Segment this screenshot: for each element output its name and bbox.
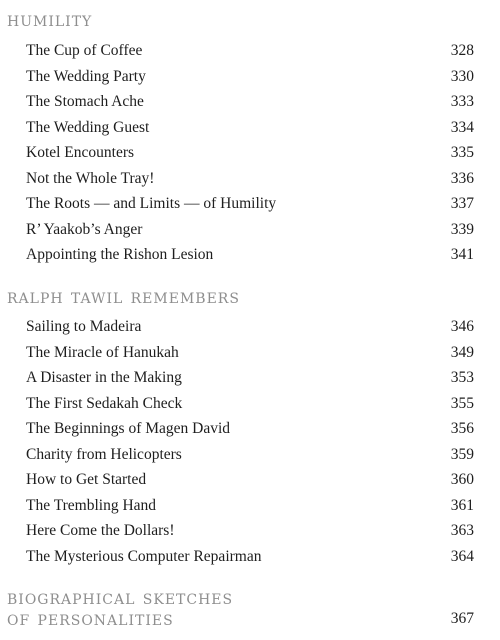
- toc-entry[interactable]: [26, 115, 474, 141]
- entry-page-number: 328: [450, 42, 474, 59]
- entry-title: The Cup of Coffee: [26, 42, 143, 59]
- toc-entry[interactable]: [26, 242, 474, 268]
- toc-entry[interactable]: [26, 416, 474, 442]
- entry-page-number: 346: [450, 318, 474, 335]
- entry-page-number: 334: [450, 118, 474, 136]
- entry-page-number: 333: [450, 93, 474, 110]
- entry-page-number: 330: [450, 67, 474, 85]
- entry-title: Charity from Helicopters: [26, 445, 182, 463]
- entry-title: R’ Yaakob’s Anger: [26, 220, 143, 238]
- entry-page-number: 364: [450, 547, 474, 565]
- entry-page-number: 356: [450, 420, 474, 437]
- entry-title: The First Sedakah Check: [26, 394, 183, 412]
- entry-page-number: 353: [450, 369, 474, 386]
- entry-title: Kotel Encounters: [26, 144, 135, 161]
- entry-title: The Stomach Ache: [26, 93, 144, 110]
- entry-title: The Roots — and Limits — of Humility: [26, 195, 277, 212]
- toc-entry[interactable]: [26, 64, 474, 90]
- toc-entry[interactable]: [26, 89, 474, 115]
- entry-page-number: 349: [450, 343, 474, 361]
- entry-title: The Beginnings of Magen David: [26, 420, 231, 437]
- toc-entry[interactable]: [26, 38, 474, 64]
- section-heading-ralph-tawil-remembers: ralph tawil remembers: [7, 284, 240, 308]
- toc-entry[interactable]: [26, 493, 474, 519]
- entry-title: Appointing the Rishon Lesion: [26, 246, 214, 263]
- entry-title: How to Get Started: [26, 471, 147, 488]
- entry-page-number: 341: [450, 246, 474, 263]
- section-entries-ralph-tawil-remembers: [26, 314, 474, 569]
- section-heading-biographical-sketches-line1[interactable]: biographical sketches: [7, 585, 234, 609]
- entry-title: Here Come the Dollars!: [26, 522, 175, 539]
- entry-page-number: 361: [450, 496, 474, 514]
- entry-page-number: 335: [450, 144, 474, 161]
- toc-entry[interactable]: [26, 217, 474, 243]
- toc-entry[interactable]: [26, 365, 474, 391]
- entry-page-number: 339: [450, 220, 474, 238]
- toc-entry[interactable]: [26, 518, 474, 544]
- toc-entry[interactable]: [26, 314, 474, 340]
- entry-page-number: 360: [450, 471, 474, 488]
- section-heading-humility: humility: [7, 7, 93, 31]
- entry-title: The Wedding Guest: [26, 118, 150, 136]
- toc-entry[interactable]: [26, 166, 474, 192]
- entry-title: The Miracle of Hanukah: [26, 343, 179, 361]
- entry-page-number: 337: [450, 195, 474, 212]
- toc-entry[interactable]: [26, 140, 474, 166]
- entry-page-number: 336: [450, 169, 474, 187]
- entry-page-number: 359: [450, 445, 474, 463]
- entry-title: Sailing to Madeira: [26, 318, 142, 335]
- toc-entry[interactable]: [26, 191, 474, 217]
- entry-title: Not the Whole Tray!: [26, 169, 155, 187]
- entry-page-number: 363: [450, 522, 474, 539]
- entry-title: The Mysterious Computer Repairman: [26, 547, 262, 565]
- toc-entry[interactable]: [26, 442, 474, 468]
- toc-entry[interactable]: [26, 391, 474, 417]
- toc-entry[interactable]: [26, 544, 474, 570]
- entry-title: The Trembling Hand: [26, 496, 157, 514]
- section-heading-biographical-sketches-line2[interactable]: of personalities: [7, 606, 174, 630]
- toc-entry[interactable]: [26, 467, 474, 493]
- entry-title: The Wedding Party: [26, 67, 146, 85]
- section-page-number: 367: [450, 610, 474, 627]
- toc-entry[interactable]: [26, 340, 474, 366]
- entry-page-number: 355: [450, 394, 474, 412]
- entry-title: A Disaster in the Making: [26, 369, 182, 386]
- section-entries-humility: [26, 38, 474, 268]
